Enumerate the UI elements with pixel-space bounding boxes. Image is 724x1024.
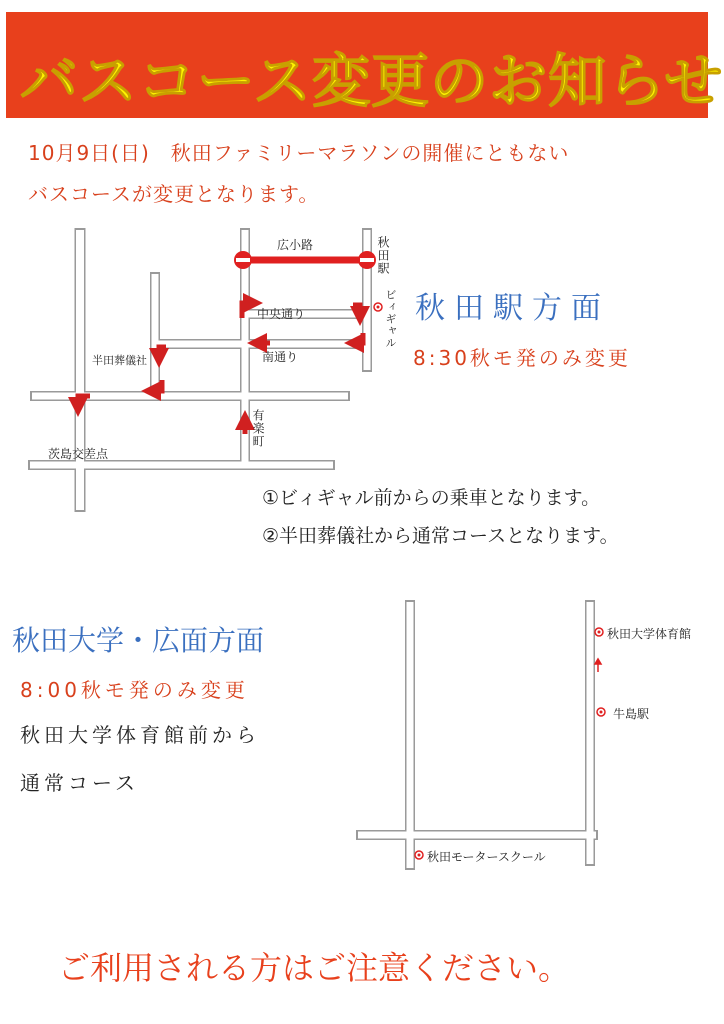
label-akita-station: 秋田駅 [376,236,390,275]
section-akita-station-title: 秋田駅方面 [415,291,610,326]
label-gym: 秋田大学体育館 [607,627,692,641]
section-akita-univ-subtitle: 8:00秋モ発のみ変更 [20,678,249,702]
label-biigyaru: ビィギャル [384,289,397,349]
note-2: ②半田葬儀社から通常コースとなります。 [262,525,619,547]
label-minami-dori: 南通り [262,350,299,364]
section-akita-station-subtitle: 8:30秋モ発のみ変更 [413,346,631,370]
up-arrow-icon [595,659,601,672]
label-hirokoji: 広小路 [277,238,314,252]
label-handa-funeral: 半田葬儀社 [92,354,147,367]
label-ushijima: 牛島駅 [613,707,650,721]
body-line-2: 通常コース [20,771,139,795]
body-line-1: 秋田大学体育館前から [20,723,260,747]
label-motor-school: 秋田モータースクール [427,850,546,864]
motor-school-stop-icon [415,851,423,859]
note-1: ①ビィギャル前からの乗車となります。 [262,487,601,509]
streets-2 [356,600,598,870]
label-chuo-dori: 中央通り [257,307,306,321]
intro-line-1: 10月9日(日) 秋田ファミリーマラソンの開催にともない [28,141,570,165]
ushijima-stop-icon [597,708,605,716]
footer-caution: ご利用される方はご注意ください。 [58,949,571,987]
gym-stop-icon [595,628,603,636]
intro-line-2: バスコースが変更となります。 [28,182,320,206]
section-akita-univ-title: 秋田大学・広面方面 [12,624,265,657]
label-yurakucho: 有楽町 [251,409,265,448]
label-ibarajima: 茨島交差点 [48,447,109,461]
page-title: バスコース変更のお知らせ [20,47,724,115]
